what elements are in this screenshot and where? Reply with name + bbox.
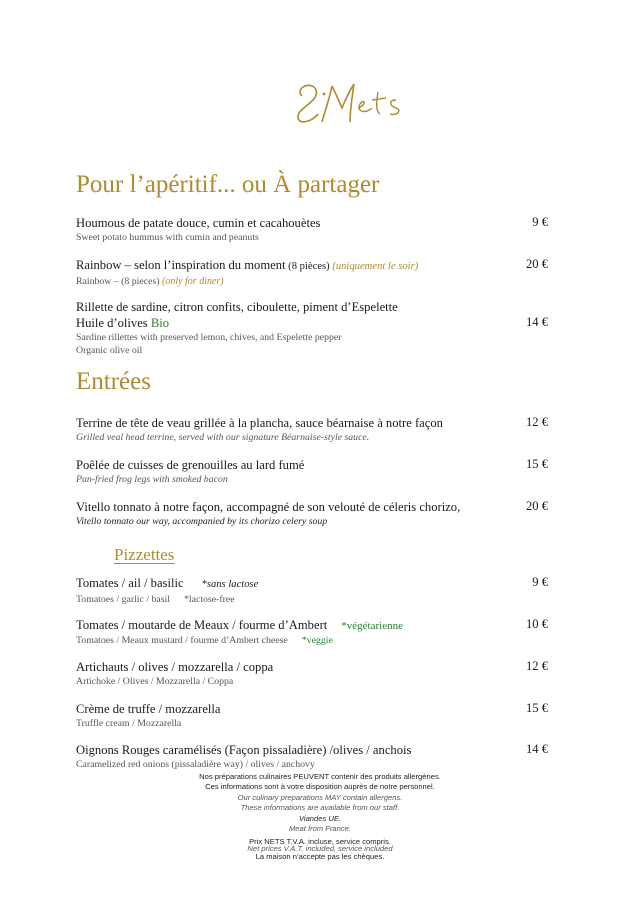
- item-name-line: [76, 575, 548, 593]
- item-name: Houmous de patate douce, cumin et cacahouètes: [76, 216, 321, 230]
- item-name: Tomates / ail / basilic: [76, 576, 184, 590]
- allergen-footer: [0, 772, 640, 861]
- footer-meat-en: Meat from France.: [288, 824, 352, 834]
- footer-cheques: La maison n’accepte pas les chèques.: [255, 852, 385, 862]
- item-translation: Caramelized red onions (pissaladière way) / olives / anchovy: [76, 759, 315, 770]
- item-translation-2: Organic olive oil: [76, 345, 143, 356]
- menu-item: [76, 299, 548, 357]
- item-translation: Artichoke / Olives / Mozzarella / Coppa: [76, 676, 234, 687]
- item-tag-en: *lactose-free: [184, 594, 235, 605]
- item-translation: Rainbow – (8 pieces): [76, 276, 162, 287]
- logo-mark: [288, 74, 408, 134]
- item-price: 14 €: [525, 315, 548, 329]
- menu-item: [76, 257, 548, 288]
- footer-allergens-fr: Nos préparations culinaires PEUVENT contenir des produits allergènes.: [199, 772, 441, 781]
- footer-prices-fr: Prix NETS T.V.A. incluse, service compris.: [249, 837, 391, 847]
- menu-item: [76, 415, 548, 444]
- menu-item: [76, 499, 548, 528]
- section-title-entrees: Entrées: [76, 368, 151, 395]
- menu-item: [76, 617, 548, 647]
- restaurant-logo: [288, 74, 408, 134]
- item-price: 12 €: [525, 659, 548, 673]
- item-name-2: Huile d’olives: [76, 316, 151, 330]
- menu-item: [76, 575, 548, 606]
- menu-item: [76, 659, 548, 688]
- item-translation-line: [76, 275, 548, 288]
- item-price: 15 €: [525, 701, 548, 715]
- item-translation-line: [76, 634, 548, 647]
- item-price: 20 €: [525, 499, 548, 513]
- footer-prices-en: Net prices V.A.T. included, service included: [247, 844, 393, 854]
- footer-info-fr: Ces informations sont à votre disposition auprès de notre personnel.: [205, 782, 435, 792]
- item-price: 20 €: [525, 257, 548, 271]
- item-translation: Pan-fried frog legs with smoked bacon: [76, 474, 228, 485]
- item-name: Artichauts / olives / mozzarella / coppa: [76, 660, 274, 674]
- item-name: Terrine de tête de veau grillée à la plancha, sauce béarnaise à notre façon: [76, 416, 443, 430]
- item-translation: Grilled veal head terrine, served with our signature Béarnaise-style sauce.: [76, 432, 370, 443]
- item-name: Poêlée de cuisses de grenouilles au lard fumé: [76, 458, 305, 472]
- menu-item: [76, 742, 548, 771]
- item-tag-en: *veggie: [301, 635, 333, 646]
- item-name: Rillette de sardine, citron confits, ciboulette, piment d’Espelette: [76, 300, 398, 314]
- item-name-line: [76, 257, 548, 275]
- item-translation: Sweet potato hummus with cumin and peanuts: [76, 232, 259, 243]
- item-name: Crème de truffe / mozzarella: [76, 702, 221, 716]
- item-tag: *végétarienne: [341, 620, 403, 632]
- footer-info-en: These informations are available from our staff.: [240, 803, 400, 813]
- item-translation: Sardine rillettes with preserved lemon, chives, and Espelette pepper: [76, 332, 342, 343]
- item-tag: *sans lactose: [201, 579, 259, 590]
- footer-meat-fr: Viandes UE.: [298, 813, 342, 823]
- section-title-pizzettes: Pizzettes: [114, 545, 175, 564]
- item-translation: Truffle cream / Mozzarella: [76, 718, 182, 729]
- item-translation: Tomatoes / Meaux mustard / fourme d’Ambert cheese: [76, 635, 288, 646]
- item-translation-line: [76, 593, 548, 606]
- item-price: 15 €: [525, 457, 548, 471]
- bio-label: Bio: [150, 316, 170, 330]
- item-price: 12 €: [525, 415, 548, 429]
- menu-item: [76, 215, 548, 244]
- item-quantity: (8 pièces): [285, 261, 333, 272]
- item-name: Vitello tonnato à notre façon, accompagné de son velouté de céleris chorizo,: [76, 500, 461, 514]
- item-price: 10 €: [525, 617, 548, 631]
- item-name-line: [76, 617, 548, 634]
- item-price: 9 €: [532, 575, 548, 589]
- item-note: (uniquement le soir): [332, 261, 419, 272]
- menu-item: [76, 457, 548, 486]
- item-name: Rainbow – selon l’inspiration du moment: [76, 258, 286, 272]
- item-translation: Tomatoes / garlic / basil: [76, 594, 170, 605]
- item-note-en: (only for diner): [161, 276, 224, 287]
- item-name: Oignons Rouges caramélisés (Façon pissaladière) /olives / anchois: [76, 743, 412, 757]
- item-price: 14 €: [525, 742, 548, 756]
- footer-allergens-en: Our culinary preparations MAY contain allergens.: [237, 792, 403, 802]
- item-name-line2: [76, 315, 548, 331]
- item-price: 9 €: [532, 215, 548, 229]
- section-title-aperitif: Pour l’apéritif... ou À partager: [76, 171, 380, 198]
- item-translation: Vitello tonnato our way, accompanied by its chorizo celery soup: [76, 516, 328, 527]
- item-name: Tomates / moutarde de Meaux / fourme d’Ambert: [76, 618, 328, 632]
- menu-item: [76, 701, 548, 730]
